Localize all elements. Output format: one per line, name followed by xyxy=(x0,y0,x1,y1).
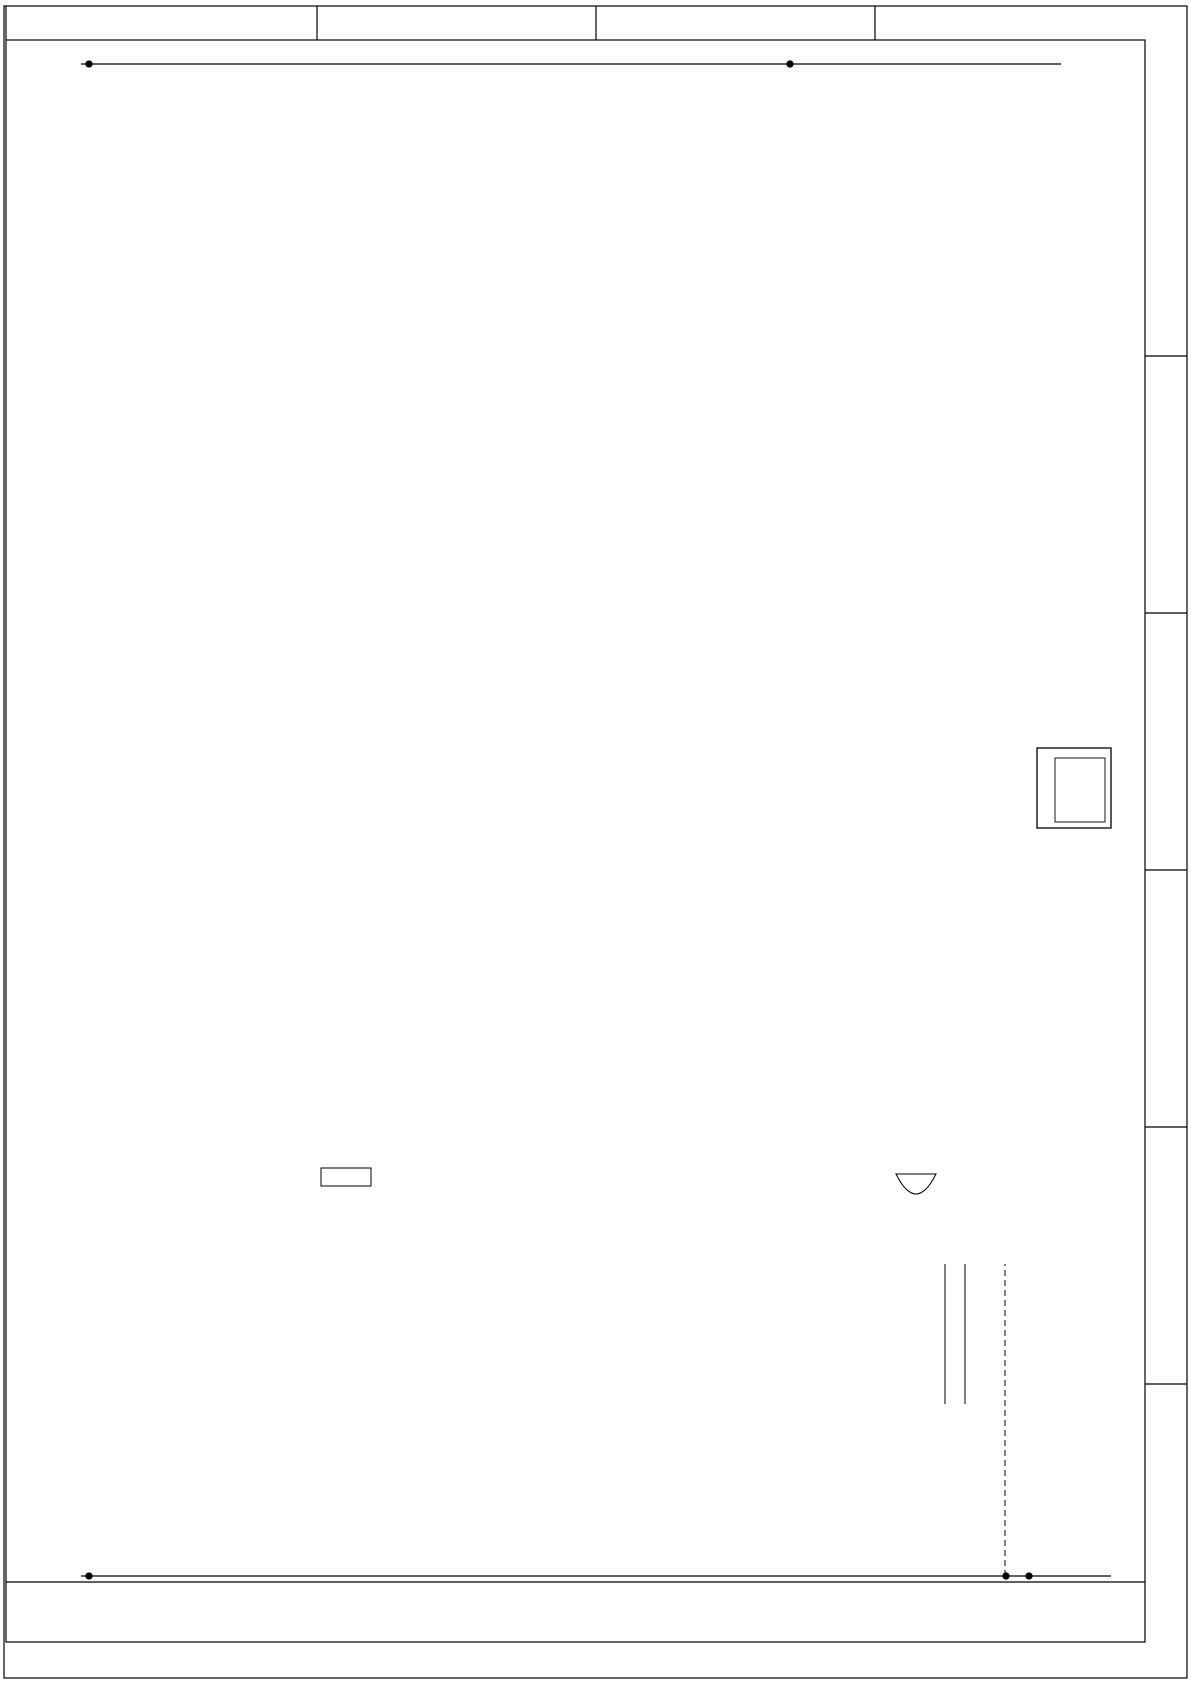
power-rails xyxy=(81,61,1111,1579)
drawing-frame xyxy=(4,6,1187,1678)
resistor-box xyxy=(321,1168,371,1186)
bubble-note xyxy=(896,1174,936,1194)
terminating-resistor xyxy=(321,1168,371,1186)
zone-col-ticks xyxy=(6,6,1187,1384)
rail-31-end-dot xyxy=(86,61,92,67)
display-inner-box xyxy=(1055,758,1105,822)
display-unit xyxy=(1037,748,1111,828)
fuse-block xyxy=(945,1264,1005,1576)
display-box xyxy=(1037,748,1111,828)
bubble-shape xyxy=(896,1174,936,1194)
rail-15-junction-2 xyxy=(1003,1573,1009,1579)
rail-15-end-dot xyxy=(86,1573,92,1579)
rail-31-junction xyxy=(787,61,793,67)
rail-15-junction-1 xyxy=(1026,1573,1032,1579)
